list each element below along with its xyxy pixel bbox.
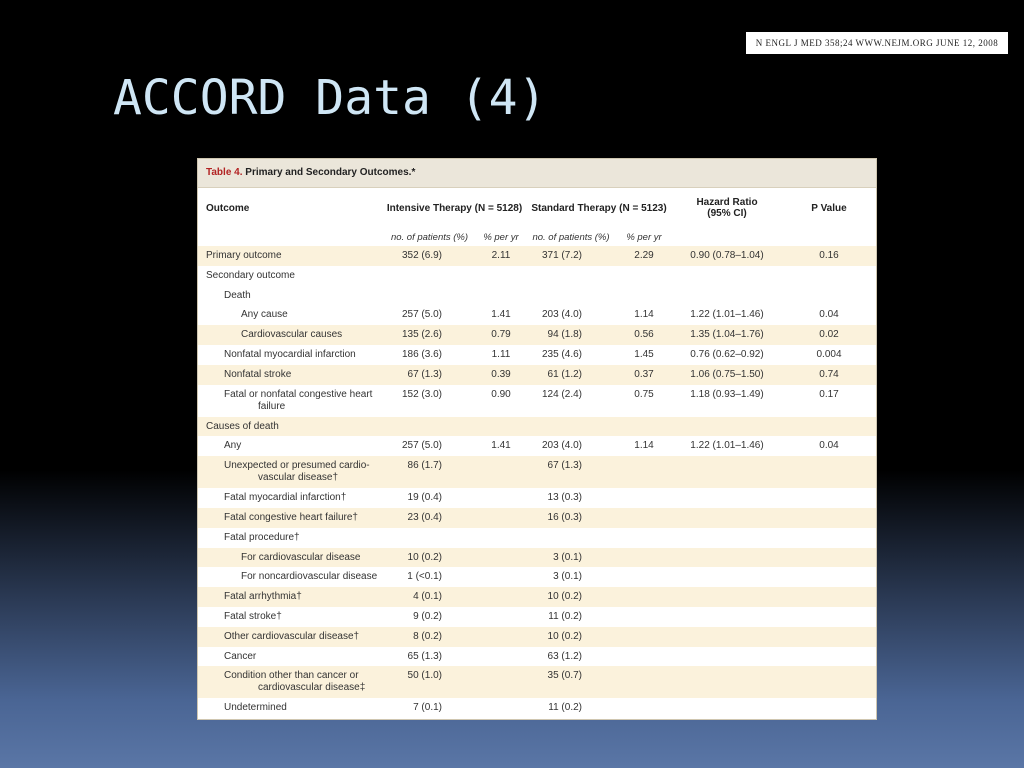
row-outcome-line2: cardiovascular disease‡ bbox=[258, 682, 366, 694]
row-standard-patients: 94 (1.8) bbox=[526, 325, 616, 345]
subheader-intensive-patients: no. of patients (%) bbox=[390, 231, 469, 243]
row-hazard-ratio: 0.90 (0.78–1.04) bbox=[672, 246, 782, 266]
row-standard-patients: 11 (0.2) bbox=[548, 610, 582, 622]
row-p-value: 0.17 bbox=[819, 388, 839, 400]
row-outcome-line2: failure bbox=[258, 400, 286, 412]
row-standard-patients: 67 (1.3) bbox=[526, 456, 616, 488]
row-outcome: For cardiovascular disease bbox=[198, 548, 383, 568]
header-hazard-line2: (95% CI) bbox=[707, 208, 747, 219]
row-intensive-patients: 23 (0.4) bbox=[383, 508, 476, 528]
table-row bbox=[198, 508, 876, 528]
row-standard-peryr: 0.37 bbox=[616, 365, 672, 385]
table-row bbox=[198, 488, 876, 508]
table-row bbox=[198, 647, 876, 667]
table-row bbox=[198, 698, 876, 718]
row-hazard-ratio: 0.76 (0.62–0.92) bbox=[690, 348, 764, 360]
row-standard-patients: 203 (4.0) bbox=[541, 309, 582, 321]
row-outcome: Death bbox=[224, 289, 251, 301]
row-standard-patients: 63 (1.2) bbox=[547, 650, 582, 662]
table-row bbox=[198, 385, 876, 417]
row-intensive-patients: 67 (1.3) bbox=[383, 365, 476, 385]
table-row bbox=[198, 345, 876, 365]
table-caption-text: Primary and Secondary Outcomes.* bbox=[245, 167, 416, 178]
row-standard-patients: 13 (0.3) bbox=[547, 492, 582, 504]
row-intensive-peryr: 0.39 bbox=[476, 365, 526, 385]
table-row bbox=[198, 365, 876, 385]
table-row bbox=[198, 417, 876, 437]
table-row bbox=[198, 305, 876, 325]
row-standard-peryr: 0.56 bbox=[616, 325, 672, 345]
row-standard-patients: 124 (2.4) bbox=[541, 388, 582, 400]
row-outcome: Fatal congestive heart failure† bbox=[198, 508, 383, 528]
row-standard-patients: 203 (4.0) bbox=[541, 440, 582, 452]
table-row bbox=[198, 266, 876, 286]
row-outcome: Fatal procedure† bbox=[224, 531, 300, 543]
row-intensive-patients: 1 (<0.1) bbox=[407, 571, 442, 583]
row-intensive-peryr: 1.11 bbox=[491, 348, 511, 360]
row-outcome: Undetermined bbox=[224, 702, 287, 714]
row-outcome: Nonfatal myocardial infarction bbox=[224, 348, 356, 360]
table-caption bbox=[198, 159, 876, 188]
row-hazard-ratio: 1.35 (1.04–1.76) bbox=[672, 325, 782, 345]
row-intensive-patients: 86 (1.7) bbox=[383, 456, 476, 488]
row-standard-patients: 371 (7.2) bbox=[526, 246, 616, 266]
row-outcome: Any bbox=[224, 440, 242, 452]
row-hazard-ratio: 1.22 (1.01–1.46) bbox=[690, 440, 764, 452]
row-outcome: Cardiovascular causes bbox=[198, 325, 383, 345]
table-row bbox=[198, 436, 876, 456]
table-row bbox=[198, 325, 876, 345]
row-intensive-peryr: 1.41 bbox=[491, 440, 511, 452]
row-intensive-peryr: 1.41 bbox=[491, 309, 511, 321]
row-intensive-patients: 9 (0.2) bbox=[413, 610, 442, 622]
subheader-standard-patients: no. of patients (%) bbox=[532, 231, 610, 243]
row-intensive-patients: 7 (0.1) bbox=[413, 702, 442, 714]
table-row bbox=[198, 246, 876, 266]
row-hazard-ratio: 1.18 (0.93–1.49) bbox=[690, 388, 764, 400]
row-standard-patients: 235 (4.6) bbox=[541, 348, 582, 360]
row-intensive-patients: 135 (2.6) bbox=[383, 325, 476, 345]
subheader-intensive-peryr: % per yr bbox=[483, 231, 519, 243]
row-intensive-peryr: 0.79 bbox=[476, 325, 526, 345]
row-standard-patients: 11 (0.2) bbox=[548, 702, 582, 714]
row-intensive-patients: 257 (5.0) bbox=[401, 440, 442, 452]
row-outcome: Primary outcome bbox=[198, 246, 383, 266]
row-intensive-peryr: 0.90 bbox=[491, 388, 511, 400]
row-outcome: Fatal myocardial infarction† bbox=[224, 492, 347, 504]
table-row bbox=[198, 528, 876, 548]
row-standard-patients: 16 (0.3) bbox=[526, 508, 616, 528]
table-row bbox=[198, 548, 876, 568]
row-p-value: 0.74 bbox=[782, 365, 876, 385]
row-hazard-ratio: 1.22 (1.01–1.46) bbox=[690, 309, 764, 321]
row-outcome-line2: vascular disease† bbox=[258, 472, 339, 484]
table-row bbox=[198, 627, 876, 647]
row-outcome bbox=[198, 456, 383, 488]
row-standard-patients: 3 (0.1) bbox=[526, 548, 616, 568]
header-outcome: Outcome bbox=[206, 202, 250, 214]
row-outcome: Causes of death bbox=[198, 417, 383, 437]
row-outcome: Fatal stroke† bbox=[224, 610, 282, 622]
row-standard-peryr: 1.45 bbox=[634, 348, 654, 360]
row-hazard-ratio: 1.06 (0.75–1.50) bbox=[672, 365, 782, 385]
row-standard-peryr: 1.14 bbox=[634, 309, 654, 321]
row-p-value: 0.004 bbox=[816, 348, 842, 360]
table-row bbox=[198, 456, 876, 488]
row-intensive-patients: 10 (0.2) bbox=[383, 548, 476, 568]
table-body bbox=[198, 246, 876, 718]
row-p-value: 0.16 bbox=[782, 246, 876, 266]
row-intensive-patients: 65 (1.3) bbox=[407, 650, 442, 662]
row-outcome: For noncardiovascular disease bbox=[241, 571, 378, 583]
table-caption-label: Table 4. bbox=[206, 167, 243, 178]
journal-citation: N ENGL J MED 358;24 WWW.NEJM.ORG JUNE 12, 2008 bbox=[746, 32, 1008, 54]
header-p-value: P Value bbox=[811, 202, 847, 214]
table-row bbox=[198, 607, 876, 627]
row-outcome: Nonfatal stroke bbox=[198, 365, 383, 385]
row-intensive-patients: 8 (0.2) bbox=[383, 627, 476, 647]
row-intensive-patients: 19 (0.4) bbox=[407, 492, 442, 504]
row-p-value: 0.04 bbox=[819, 440, 839, 452]
header-hazard-line1: Hazard Ratio bbox=[696, 197, 758, 208]
row-intensive-patients: 50 (1.0) bbox=[383, 666, 476, 698]
table-row bbox=[198, 286, 876, 306]
table-row bbox=[198, 587, 876, 607]
row-outcome: Any cause bbox=[241, 309, 288, 321]
slide-title: ACCORD Data (4) bbox=[113, 70, 547, 126]
row-outcome-line1: Unexpected or presumed cardio- bbox=[224, 460, 370, 472]
row-standard-peryr: 0.75 bbox=[634, 388, 654, 400]
row-p-value: 0.02 bbox=[782, 325, 876, 345]
outcomes-table-image bbox=[197, 158, 877, 720]
row-outcome-line1: Condition other than cancer or bbox=[224, 670, 359, 682]
row-standard-patients: 10 (0.2) bbox=[526, 627, 616, 647]
row-standard-patients: 10 (0.2) bbox=[526, 587, 616, 607]
row-outcome-line1: Fatal or nonfatal congestive heart bbox=[224, 388, 373, 400]
table-row bbox=[198, 567, 876, 587]
row-intensive-patients: 352 (6.9) bbox=[383, 246, 476, 266]
row-outcome: Cancer bbox=[224, 650, 257, 662]
row-outcome bbox=[198, 385, 383, 417]
row-intensive-patients: 186 (3.6) bbox=[401, 348, 442, 360]
row-outcome: Secondary outcome bbox=[206, 269, 295, 281]
row-intensive-peryr: 2.11 bbox=[476, 246, 526, 266]
outcomes-table bbox=[198, 188, 876, 718]
row-outcome: Fatal arrhythmia† bbox=[198, 587, 383, 607]
row-standard-peryr: 1.14 bbox=[634, 440, 654, 452]
row-intensive-patients: 152 (3.0) bbox=[401, 388, 442, 400]
row-standard-patients: 3 (0.1) bbox=[553, 571, 582, 583]
table-row bbox=[198, 666, 876, 698]
row-p-value: 0.04 bbox=[819, 309, 839, 321]
row-standard-patients: 61 (1.2) bbox=[526, 365, 616, 385]
row-intensive-patients: 4 (0.1) bbox=[383, 587, 476, 607]
row-outcome bbox=[198, 666, 383, 698]
row-intensive-patients: 257 (5.0) bbox=[401, 309, 442, 321]
header-intensive: Intensive Therapy (N = 5128) bbox=[386, 202, 523, 214]
header-standard: Standard Therapy (N = 5123) bbox=[531, 202, 667, 214]
row-standard-patients: 35 (0.7) bbox=[526, 666, 616, 698]
subheader-standard-peryr: % per yr bbox=[626, 231, 662, 243]
header-hazard-ratio bbox=[672, 188, 782, 228]
row-outcome: Other cardiovascular disease† bbox=[198, 627, 383, 647]
row-standard-peryr: 2.29 bbox=[616, 246, 672, 266]
